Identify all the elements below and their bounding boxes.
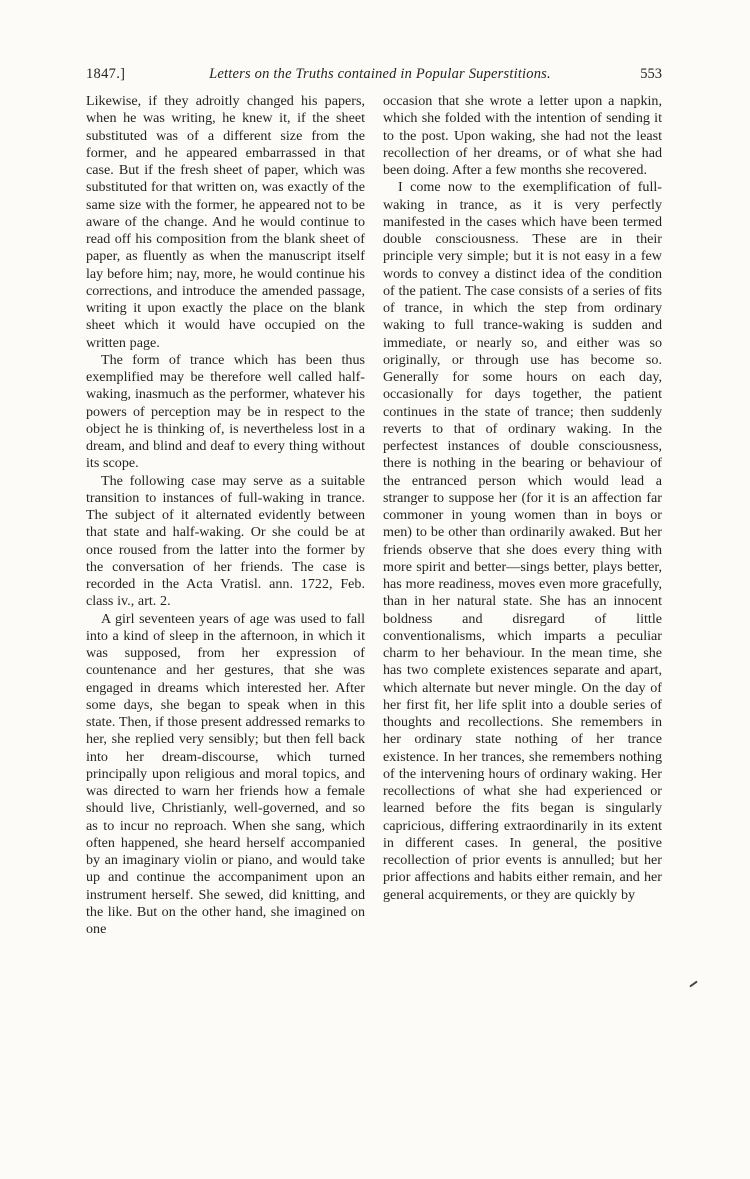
paragraph: occasion that she wrote a letter upon a napkin, which she folded with the intention of sending it to the post. Upon waking, she had not the least recollection of her dreams, or of what she had been doing. After a few months she recovered. (383, 93, 662, 178)
pen-mark (689, 981, 698, 988)
paragraph: The following case may serve as a suitable transition to instances of full-waking in trance. The subject of it alternated evidently between that state and half-waking. Or she could be at once roused from the latter into the former by the conversation of her friends. The case is recorded in the Acta Vratisl. ann. 1722, Feb. class iv., art. 2. (86, 472, 365, 610)
paragraph: Likewise, if they adroitly changed his papers, when he was writing, he knew it, if the sheet substituted was of a different size from the former, and he appeared embarrassed in that case. But if the fresh sheet of paper, which was substituted for that written on, was exactly of the same size with the former, he appeared not to be aware of the change. And he would continue to read off his composition from the blank sheet of paper, as fluently as when the manuscript itself lay before him; nay, more, he would continue his corrections, and introduce the amended passage, writing it upon exactly the place on the blank sheet which it would have occupied on the written page. (86, 93, 365, 351)
header-page-number: 553 (640, 66, 662, 82)
right-column (383, 93, 662, 938)
paragraph: The form of trance which has been thus exemplified may be therefore well called half-waking, inasmuch as the performer, whatever his powers of perception may be in respect to the object he is thinking of, is nevertheless lost in a dream, and blind and deaf to every thing without its scope. (86, 351, 365, 472)
paragraph: I come now to the exemplification of full-waking in trance, as it is very perfectly manifested in the cases which have been termed double consciousness. These are in their principle very simple; but it is not easy in a few words to convey a distinct idea of the condition of the patient. The case consists of a series of fits of trance, in which the step from ordinary waking to full trance-waking is sudden and immediate, or nearly so, and either was so originally, or through use has become so. Generally for some hours on each day, occasionally for days together, the patient continues in the state of trance; then suddenly reverts to that of ordinary waking. In the perfectest instances of double consciousness, there is nothing in the bearing or behaviour of the entranced person which would lead a stranger to suppose her (for it is an affection far commoner in young women than in boys or men) to be other than ordinarily awaked. But her friends observe that she does every thing with more spirit and better—sings better, plays better, has more readiness, moves even more gracefully, than in her natural state. She has an innocent boldness and disregard of little conventionalisms, which imparts a peculiar charm to her behaviour. In the mean time, she has two complete existences separate and apart, which alternate but never mingle. On the day of her first fit, her life split into a double series of thoughts and recollections. She remembers in her ordinary state nothing of her trance existence. In her trances, she remembers nothing of the intervening hours of ordinary waking. Her recollections of what she had experienced or learned before the fits began is singularly capricious, differing extraordinarily in its extent in different cases. In general, the positive recollection of prior events is annulled; but her prior affections and habits either remain, and her general acquirements, or they are quickly by (383, 179, 662, 903)
paragraph: A girl seventeen years of age was used to fall into a kind of sleep in the afternoon, in which it was supposed, from her expression of countenance and her gestures, that she was engaged in dreams which interested her. After some days, she began to speak when in this state. Then, if those present addressed remarks to her, she replied very sensibly; but then fell back into her dream-discourse, which turned principally upon religious and moral topics, and was directed to warn her friends how a female should live, Christianly, well-governed, and so as to incur no reproach. When she sang, which often happened, she heard herself accompanied by an imaginary violin or piano, and would take up and continue the accompaniment upon an instrument herself. She sewed, did knitting, and the like. But on the other hand, she imagined on one (86, 610, 365, 937)
left-column (86, 93, 365, 938)
page-header (86, 66, 662, 83)
header-year: 1847.] (86, 66, 126, 82)
header-title: Letters on the Truths contained in Popular Superstitions. (209, 66, 551, 82)
text-columns (86, 93, 662, 938)
